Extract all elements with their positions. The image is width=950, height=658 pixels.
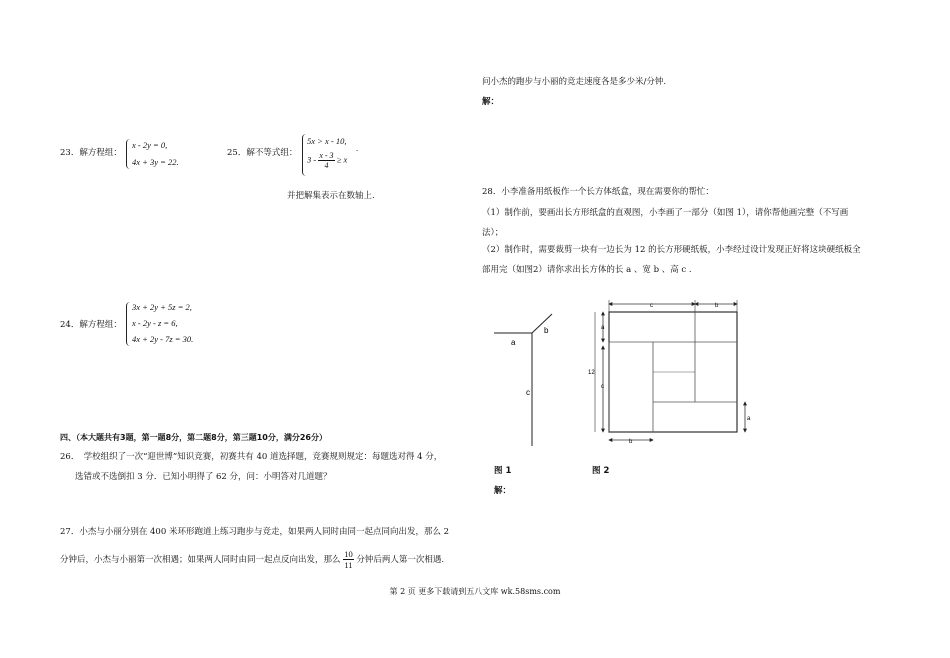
fig1-label-a: a	[511, 338, 516, 347]
q28-line1: 28．小李准备用纸板作一个长方体纸盒，现在需要你的帮忙：	[482, 187, 714, 197]
q27-frac-num: 10	[344, 549, 353, 559]
q28-line2: （1）制作前，要画出长方形纸盒的直观图，小李画了一部分（如图 1），请你帮他画完整（不写画	[482, 208, 849, 218]
fig2-label-c-top: c	[650, 303, 653, 309]
figure-2	[585, 298, 760, 450]
q24-label: 24．解方程组：	[60, 320, 122, 330]
section-4-heading: 四、（本大题共有3题，第一题8分，第二题8分，第三题10分，满分26分）	[60, 433, 327, 442]
q25-eq2	[307, 151, 347, 170]
q25-label: 25．解不等式组：	[227, 148, 298, 158]
q24-eq1: 3x + 2y + 5z = 2,	[132, 302, 192, 312]
fig1-edge-b	[532, 314, 552, 333]
q27-frac-den: 11	[344, 560, 353, 570]
answer-label-2: 解：	[494, 486, 512, 496]
q28-line5: 部用完（如图2）请你求出长方体的长 a 、宽 b 、高 c .	[482, 265, 692, 275]
fig2-label-c-left: c	[601, 384, 604, 390]
fig2-label-12: 12	[588, 370, 595, 376]
fig1-label-b: b	[544, 326, 549, 335]
page-footer: 第 2 页 更多下载请到五八文库 wk.58sms.com	[389, 587, 561, 596]
q23-eq2: 4x + 3y = 22.	[132, 157, 179, 167]
q25-note: 并把解集表示在数轴上.	[287, 191, 375, 201]
fig1-label-c: c	[526, 388, 530, 397]
q24-eq2: x - 2y - z = 6,	[132, 318, 178, 328]
q25-frac-den: 4	[324, 161, 329, 170]
q25-tail: .	[356, 143, 359, 153]
figure-1	[490, 310, 570, 450]
q27-line2	[60, 549, 444, 570]
q26-line2: 选错或不选倒扣 3 分．已知小明得了 62 分，问：小明答对几道题？	[75, 472, 332, 482]
fig2-label-a-left: a	[601, 325, 605, 331]
fig2-label-a-right: a	[747, 416, 751, 422]
q23-label: 23．解方程组：	[60, 148, 122, 158]
q27-continuation: 问小杰的跑步与小丽的竞走速度各是多少米/分钟.	[482, 77, 667, 87]
q25-frac-num: x - 3	[319, 151, 334, 160]
q25-eq1: 5x > x - 10,	[307, 136, 347, 146]
q27-line2-pre: 分钟后，小杰与小丽第一次相遇；如果两人同时由同一起点反向出发，那么	[60, 555, 341, 565]
q28-line3: 法）；	[482, 228, 504, 238]
q25-eq2-pre: 3 -	[307, 154, 317, 165]
q27-line1: 27．小杰与小丽分别在 400 米环形跑道上练习跑步与竞走，如果两人同时由同一起点同向出发，那么 2	[60, 527, 450, 537]
q24-eq3: 4x + 2y - 7z = 30.	[132, 334, 194, 344]
q27-line2-post: 分钟后两人第一次相遇.	[356, 555, 445, 565]
figure-1-caption: 图 1	[494, 466, 512, 476]
figure-2-caption: 图 2	[592, 466, 610, 476]
fig2-label-b-top: b	[715, 303, 719, 309]
q28-line4: （2）制作时，需要裁剪一块有一边长为 12 的长方形硬纸板，小李经过设计发现正好将这块硬纸板全	[482, 245, 861, 255]
fig2-label-b-bottom: b	[629, 439, 633, 445]
q25-eq2-post: ≥ x	[336, 154, 348, 165]
q23-eq1: x - 2y = 0,	[132, 140, 168, 150]
q26-line1: 26． 学校组织了一次“迎世博”知识竞赛，初赛共有 40 道选择题，竞赛规则规定：每题选对得 4 分，	[60, 452, 443, 462]
answer-label-1: 解：	[482, 97, 500, 107]
